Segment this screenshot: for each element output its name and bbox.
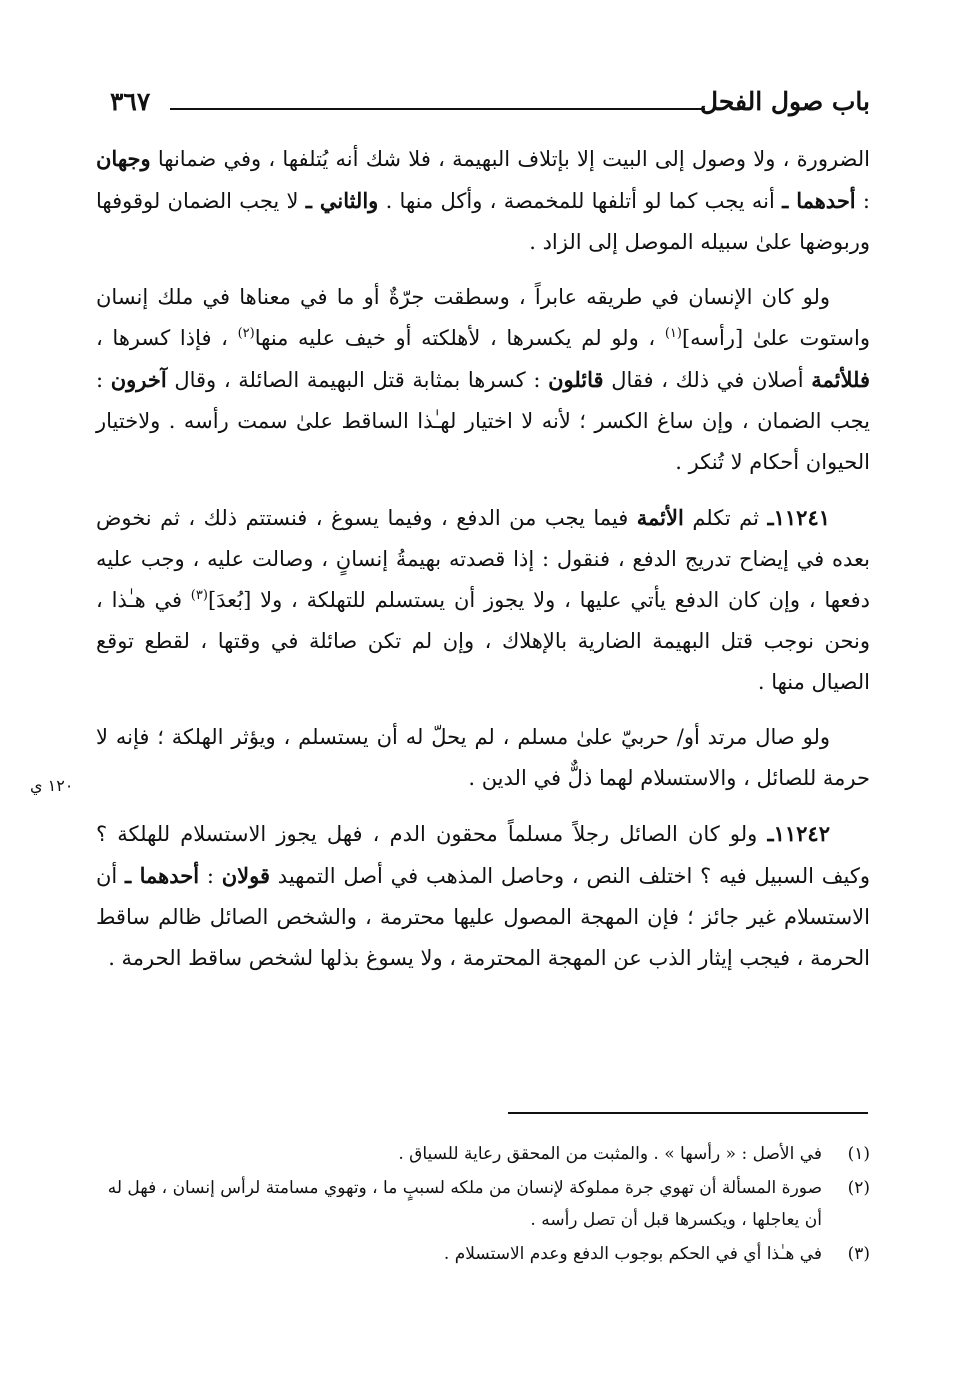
running-header xyxy=(110,82,870,122)
text-run: ثم تكلم xyxy=(683,506,768,530)
paragraph-2 xyxy=(96,277,870,483)
paragraph-4 xyxy=(96,717,870,799)
section-number: ١١٢٤٢ـ xyxy=(767,821,830,846)
footnote-1 xyxy=(96,1138,870,1170)
header-rule xyxy=(170,108,705,110)
footnote-text: في الأصل : « رأسها » . والمثبت من المحقق رعاية للسياق . xyxy=(398,1144,822,1164)
text-run: الضرورة ، ولا وصول إلى البيت إلا بإتلاف البهيمة ، فلا شك أنه يُتلفها ، وفي ضمانها xyxy=(150,147,870,171)
footnote-ref[interactable]: (٣) xyxy=(190,588,208,603)
text-run: فيما يجب من الدفع ، وفيما يسوغ ، فنستتم ذلك ، ثم نخوض بعده في إيضاح تدريج الدفع ، فنقول : إذا قصدته بهيمةُ إنسانٍ ، وصالت عليه ، وجب عليه دفعها ، وإن كان الدفع يأتي عليها ، ولا يجوز أن يستسلم للتهلكة ، ولا [بُعدَ] xyxy=(96,506,870,612)
footnote-number: (٢) xyxy=(847,1178,870,1198)
footnote-text: في هـٰذا أي في الحكم بوجوب الدفع وعدم الاستسلام . xyxy=(443,1244,822,1264)
text-run: : xyxy=(199,864,222,888)
main-text xyxy=(96,138,870,979)
text-run: ، فإذا كسرها ، xyxy=(96,326,238,350)
text-run: أن الاستسلام غير جائز ؛ فإن المهجة المصول عليها محترمة ، والشخص الصائل ظالم ساقط الحرمة ، فيجب إيثار الذب عن المهجة المحترمة ، ولا يسوغ بذلها لشخص ساقط الحرمة . xyxy=(96,864,870,970)
bold-term: وجهان xyxy=(96,146,151,171)
text-run: في هـٰذا ، ونحن نوجب قتل البهيمة الضارية بالإهلاك ، وإن لم تكن صائلة في وقتها ، لقطع توقع الصيال منها . xyxy=(96,588,870,694)
manuscript-folio-note: ١٢٠ ي xyxy=(30,776,74,795)
text-run: ولو كان الإنسان في طريقه عابراً ، وسطقت جرّةٌ أو ما في معناها في ملك إنسان واستوت علىٰ [رأسه] xyxy=(96,285,870,350)
bold-term: قولان xyxy=(221,863,271,888)
footnote-ref[interactable]: (١) xyxy=(664,326,682,341)
footnotes xyxy=(96,1138,870,1272)
bold-term: آخرون xyxy=(110,367,167,392)
text-run: : يجب الضمان ، وإن ساغ الكسر ؛ لأنه لا اختيار لهـٰذا الساقط علىٰ سمت رأسه . ولاختيار الحيوان أحكام لا تُنكر . xyxy=(96,368,870,474)
chapter-title: باب صول الفحل xyxy=(699,87,870,116)
bold-term: والثاني ـ xyxy=(305,188,379,213)
paragraph-3 xyxy=(96,497,870,703)
text-run: ولو كان الصائل رجلاً مسلماً محقون الدم ، فهل يجوز الاستسلام للهلكة ؟ وكيف السبيل فيه ؟ اختلف النص ، وحاصل المذهب في أصل التمهيد xyxy=(96,822,871,888)
text-run: : كسرها بمثابة قتل البهيمة الصائلة ، وقال xyxy=(166,368,549,392)
text-run: ، ولو لم يكسرها ، لأهلكته أو خيف عليه منها xyxy=(254,326,665,350)
footnote-number: (١) xyxy=(847,1144,870,1164)
footnote-separator xyxy=(508,1112,868,1114)
footnote-text: صورة المسألة أن تهوي جرة مملوكة لإنسان من ملكه لسببٍ ما ، وتهوي مسامتة لرأس إنسان ، فهل له أن يعاجلها ، ويكسرها قبل أن تصل رأسه . xyxy=(107,1178,822,1230)
paragraph-1 xyxy=(96,138,870,263)
text-run: أصلان في ذلك ، فقال xyxy=(603,368,812,392)
bold-term: أحدهما ـ xyxy=(782,188,856,213)
footnote-ref[interactable]: (٢) xyxy=(237,326,255,341)
text-run: : xyxy=(855,189,871,213)
paragraph-5 xyxy=(96,813,870,979)
page-number: ٣٦٧ xyxy=(110,87,151,116)
footnote-number: (٣) xyxy=(847,1244,870,1264)
text-run: ولو صال مرتد أو/ حربيّ علىٰ مسلم ، لم يحلّ له أن يستسلم ، ويؤثر الهلكة ؛ فإنه لا حرمة للصائل ، والاستسلام لهما ذلٌّ في الدين . xyxy=(96,725,870,790)
section-number: ١١٢٤١ـ xyxy=(767,505,831,530)
text-run: لا يجب الضمان لوقوفها وربوضها علىٰ سبيله الموصل إلى الزاد . xyxy=(96,189,870,254)
text-run: أنه يجب كما لو أتلفها للمخمصة ، وأكل منها . xyxy=(378,189,783,213)
bold-term: قائلون xyxy=(548,367,604,392)
bold-term: الأئمة xyxy=(636,505,684,530)
footnote-2 xyxy=(96,1172,870,1236)
footnote-3 xyxy=(96,1238,870,1270)
bold-term: أحدهما ـ xyxy=(125,863,200,888)
bold-term: فللأئمة xyxy=(811,367,870,392)
